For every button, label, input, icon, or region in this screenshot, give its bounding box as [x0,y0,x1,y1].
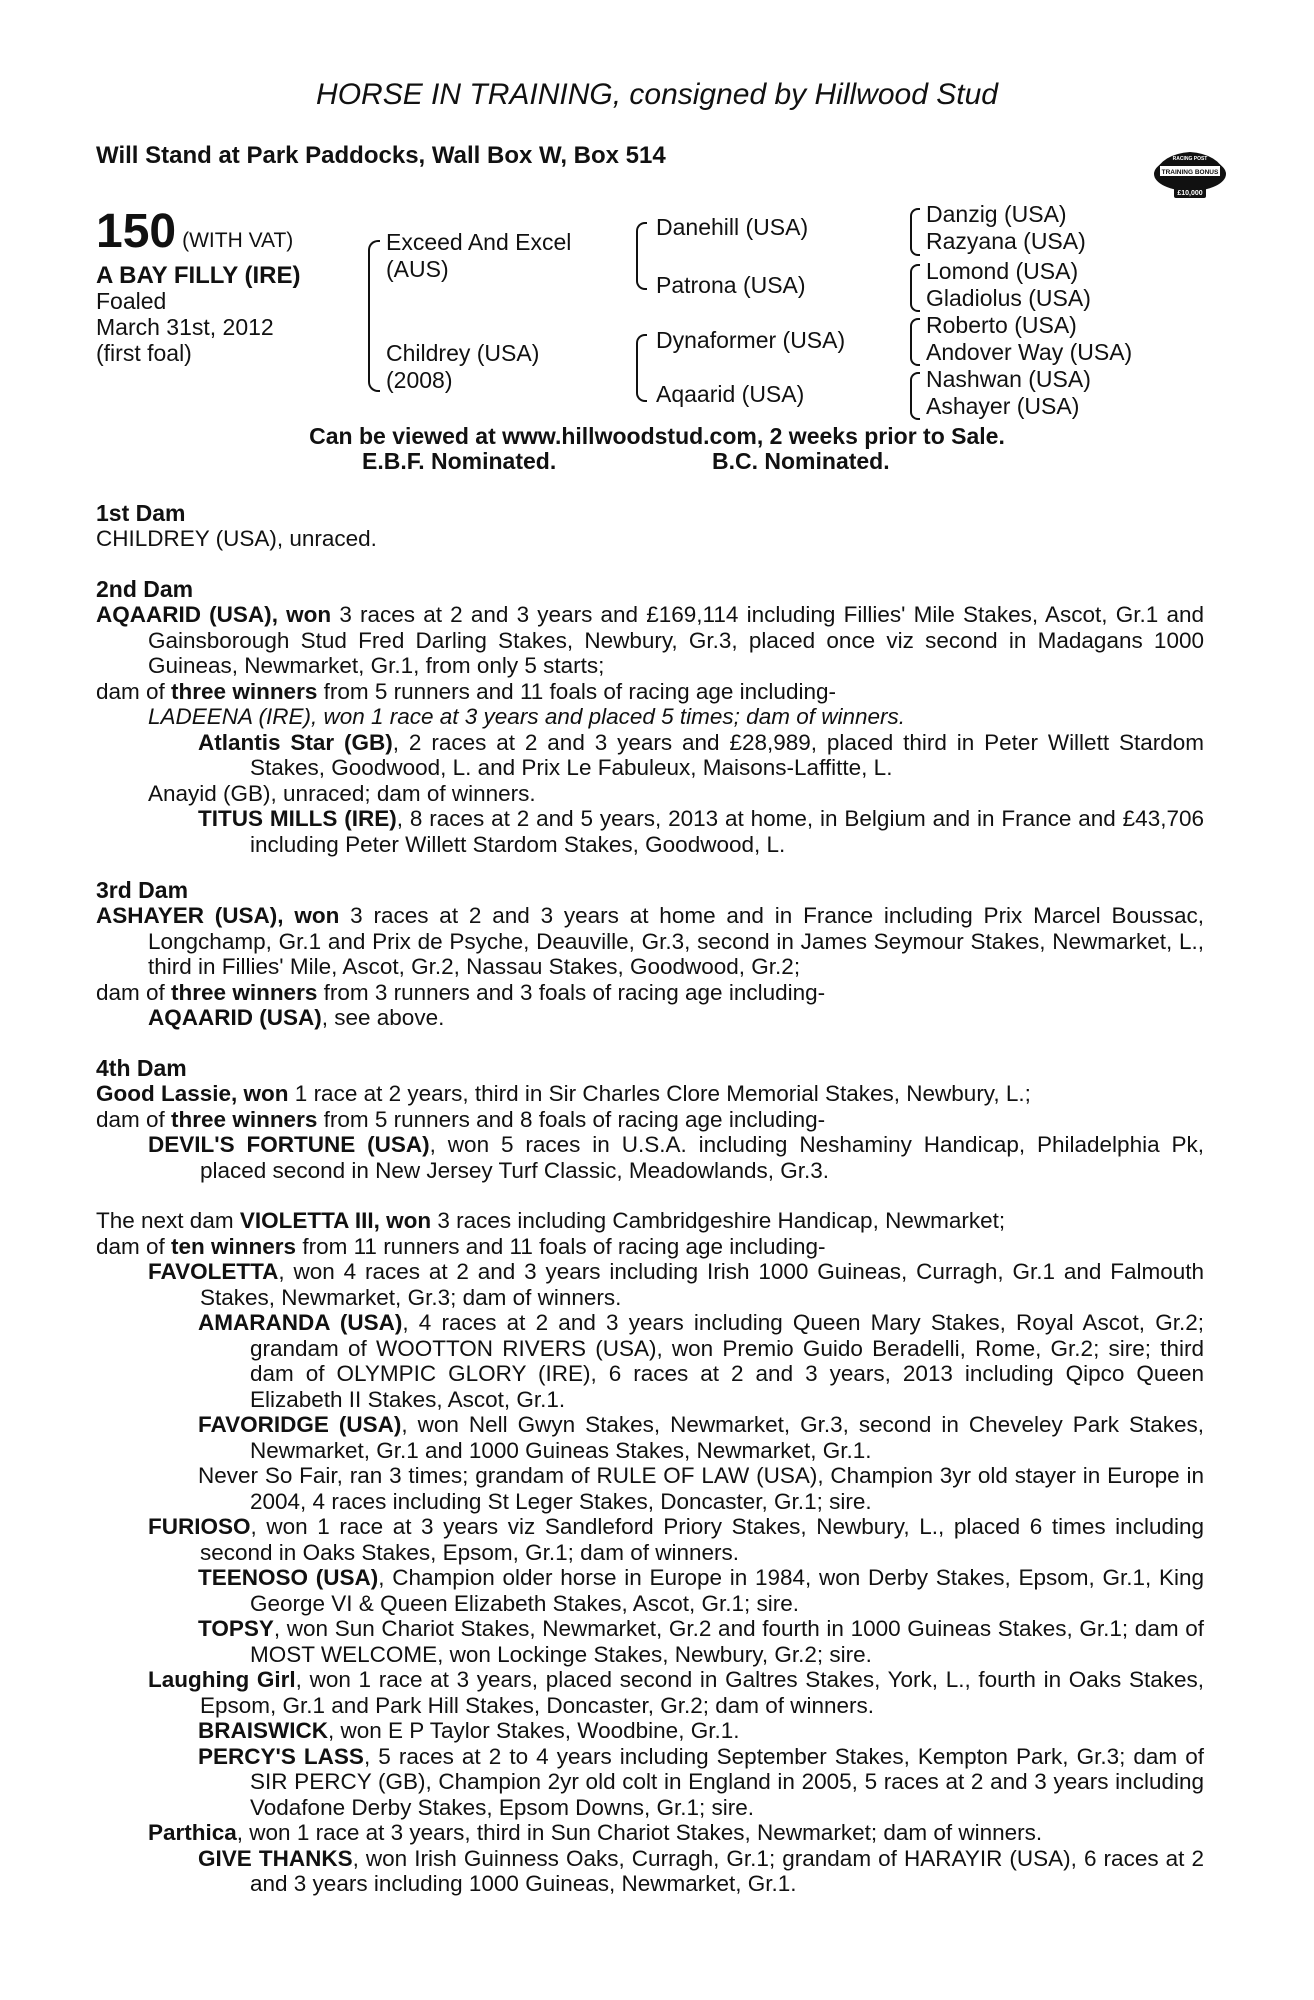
anayid-entry: Anayid (GB), unraced; dam of winners. [148,780,536,806]
third-dam-body [96,903,1204,1031]
pedigree-dam-line1: Childrey (USA) [386,340,540,366]
section-2nd-dam: 2nd Dam [96,576,194,602]
ebf-nomination: E.B.F. Nominated. [362,448,557,474]
childrey-entry: CHILDREY (USA), unraced. [96,526,377,551]
foaled-date: March 31st, 2012 [96,314,274,340]
pedigree-gen3-8: Ashayer (USA) [926,393,1080,419]
pedigree-gen3-3: Lomond (USA) [926,258,1079,284]
give-thanks-entry: GIVE THANKS, won Irish Guinness Oaks, Curragh, Gr.1; grandam of HARAYIR (USA), 6 races at 2 and 3 years including 1000 Guineas, Newmarket, Gr.1. [198,1845,1205,1896]
pedigree-gen2-2: Patrona (USA) [656,272,806,298]
stand-location: Will Stand at Park Paddocks, Wall Box W, Box 514 [96,142,666,169]
section-4th-dam: 4th Dam [96,1055,187,1081]
second-dam-body [96,602,1204,857]
teenoso-entry: TEENOSO (USA), Champion older horse in Europe in 1984, won Derby Stakes, Epsom, Gr.1, King George VI & Queen Elizabeth Stakes, Ascot, Gr.1; sire. [198,1565,1204,1616]
topsy-entry: TOPSY, won Sun Chariot Stakes, Newmarket, Gr.2 and fourth in 1000 Guineas Stakes, Gr.1; dam of MOST WELCOME, won Lockinge Stakes, Newbury, Gr.2; sire. [198,1616,1204,1667]
violetta-entry: The next dam VIOLETTA III, won 3 races including Cambridgeshire Handicap, Newmarket; [96,1208,1006,1233]
favoridge-entry: FAVORIDGE (USA), won Nell Gwyn Stakes, Newmarket, Gr.3, second in Cheveley Park Stakes, Newmarket, Gr.1 and 1000 Guineas Stakes, Newmarket, Gr.1. [198,1412,1204,1463]
next-dam-body [96,1208,1204,1897]
bc-nomination: B.C. Nominated. [712,448,890,474]
atlantis-star-entry: Atlantis Star (GB), 2 races at 2 and 3 years and £28,989, placed third in Peter Willett Stardom Stakes, Goodwood, L. and Prix Le Fabuleux, Maisons-Laffitte, L. [198,729,1204,780]
fourth-dam-body [96,1081,1204,1183]
section-3rd-dam: 3rd Dam [96,877,189,903]
lot-number-block [96,204,293,259]
training-bonus-logo-icon [1152,148,1228,204]
favoletta-entry: FAVOLETTA, won 4 races at 2 and 3 years including Irish 1000 Guineas, Curragh, Gr.1 and Falmouth Stakes, Newmarket, Gr.3; dam of winners. [148,1259,1204,1310]
ladeena-entry: LADEENA (IRE), won 1 race at 3 years and placed 5 times; dam of winners. [148,704,906,729]
badge-line1: RACING POST [1172,156,1208,162]
pedigree-gen3-2: Razyana (USA) [926,228,1086,254]
training-bonus-badge [1152,148,1228,209]
laughing-girl-entry: Laughing Girl, won 1 race at 3 years, placed second in Galtres Stakes, York, L., fourth in Oaks Stakes, Epsom, Gr.1 and Park Hill Stakes, Doncaster, Gr.2; dam of winners. [148,1667,1204,1718]
pedigree-gen2-4: Aqaarid (USA) [656,381,805,407]
pedigree-gen3-7: Nashwan (USA) [926,366,1091,392]
pedigree-gen3-6: Andover Way (USA) [926,339,1133,365]
foal-note: (first foal) [96,340,192,366]
braiswick-entry: BRAISWICK, won E P Taylor Stakes, Woodbine, Gr.1. [198,1718,740,1743]
aqaarid-entry: AQAARID (USA), won 3 races at 2 and 3 years and £169,114 including Fillies' Mile Stakes, Ascot, Gr.1 and Gainsborough Stud Fred Darling Stakes, Newbury, Gr.3, placed once viz second in Madagans 1000 Guineas, Newmarket, Gr.1, from only 5 starts; [96,602,1204,678]
foaled-label: Foaled [96,288,167,314]
page-header: HORSE IN TRAINING, consigned by Hillwood Stud [316,78,998,111]
ashayer-dam-of: dam of three winners from 3 runners and 3 foals of racing age including- [96,979,826,1005]
lot-number: 150 [96,205,177,258]
titus-mills-entry: TITUS MILLS (IRE), 8 races at 2 and 5 years, 2013 at home, in Belgium and in France and £43,706 including Peter Willett Stardom Stakes, Goodwood, L. [198,806,1204,857]
ashayer-entry: ASHAYER (USA), won 3 races at 2 and 3 years at home and in France including Prix Marcel Boussac, Longchamp, Gr.1 and Prix de Psyche, Deauville, Gr.3, second in James Seymour Stakes, Newmarket, L., third in Fillies' Mile, Ascot, Gr.2, Nassau Stakes, Goodwood, Gr.2; [96,903,1204,979]
section-1st-dam: 1st Dam [96,500,186,526]
devils-fortune-entry: DEVIL'S FORTUNE (USA), won 5 races in U.S.A. including Neshaminy Handicap, Philadelphia Pk, placed second in New Jersey Turf Classic, Meadowlands, Gr.3. [148,1132,1204,1183]
pedigree-gen3-5: Roberto (USA) [926,312,1077,338]
lot-vat: (WITH VAT) [182,229,294,252]
first-dam-body [96,526,1204,552]
pedigree-gen3-1: Danzig (USA) [926,201,1067,227]
badge-line2: TRAINING BONUS [1161,169,1219,176]
good-lassie-entry: Good Lassie, won 1 race at 2 years, third in Sir Charles Clore Memorial Stakes, Newbury, L.; [96,1081,1031,1106]
violetta-dam-of: dam of ten winners from 11 runners and 11 foals of racing age including- [96,1233,826,1259]
percys-lass-entry: PERCY'S LASS, 5 races at 2 to 4 years including September Stakes, Kempton Park, Gr.3; dam of SIR PERCY (GB), Champion 2yr old colt in England in 2005, 5 races at 2 and 3 years including Vodafone Derby Stakes, Epsom Downs, Gr.1; sire. [198,1743,1204,1820]
pedigree-gen2-3: Dynaformer (USA) [656,327,846,353]
pedigree-dam-line2: (2008) [386,367,453,393]
good-lassie-dam-of: dam of three winners from 5 runners and 8 foals of racing age including- [96,1106,826,1132]
amaranda-entry: AMARANDA (USA), 4 races at 2 and 3 years including Queen Mary Stakes, Royal Ascot, Gr.2; grandam of WOOTTON RIVERS (USA), won Premio Guido Beradelli, Rome, Gr.2; sire; third dam of OLYMPIC GLORY (IRE), 6 races at 2 and 3 years, 2013 including Qipco Queen Elizabeth II Stakes, Ascot, Gr.1. [198,1310,1204,1412]
aqaarid-ref-entry: AQAARID (USA), see above. [148,1005,445,1030]
parthica-entry: Parthica, won 1 race at 3 years, third in Sun Chariot Stakes, Newmarket; dam of winners. [148,1820,1043,1845]
pedigree-gen3-4: Gladiolus (USA) [926,285,1091,311]
never-so-fair-entry: Never So Fair, ran 3 times; grandam of RULE OF LAW (USA), Champion 3yr old stayer in Europe in 2004, 4 races including St Leger Stakes, Doncaster, Gr.1; sire. [198,1463,1204,1514]
pedigree-gen2-1: Danehill (USA) [656,214,809,240]
pedigree-sire-line2: (AUS) [386,256,449,282]
pedigree-sire-line1: Exceed And Excel [386,229,572,255]
furioso-entry: FURIOSO, won 1 race at 3 years viz Sandleford Priory Stakes, Newbury, L., placed 6 times including second in Oaks Stakes, Epsom, Gr.1; dam of winners. [148,1514,1204,1565]
viewing-note: Can be viewed at www.hillwoodstud.com, 2 weeks prior to Sale. [309,423,1005,449]
horse-description: A BAY FILLY (IRE) [96,262,301,289]
aqaarid-dam-of: dam of three winners from 5 runners and 11 foals of racing age including- [96,678,836,704]
badge-line3: £10,000 [1177,190,1203,197]
